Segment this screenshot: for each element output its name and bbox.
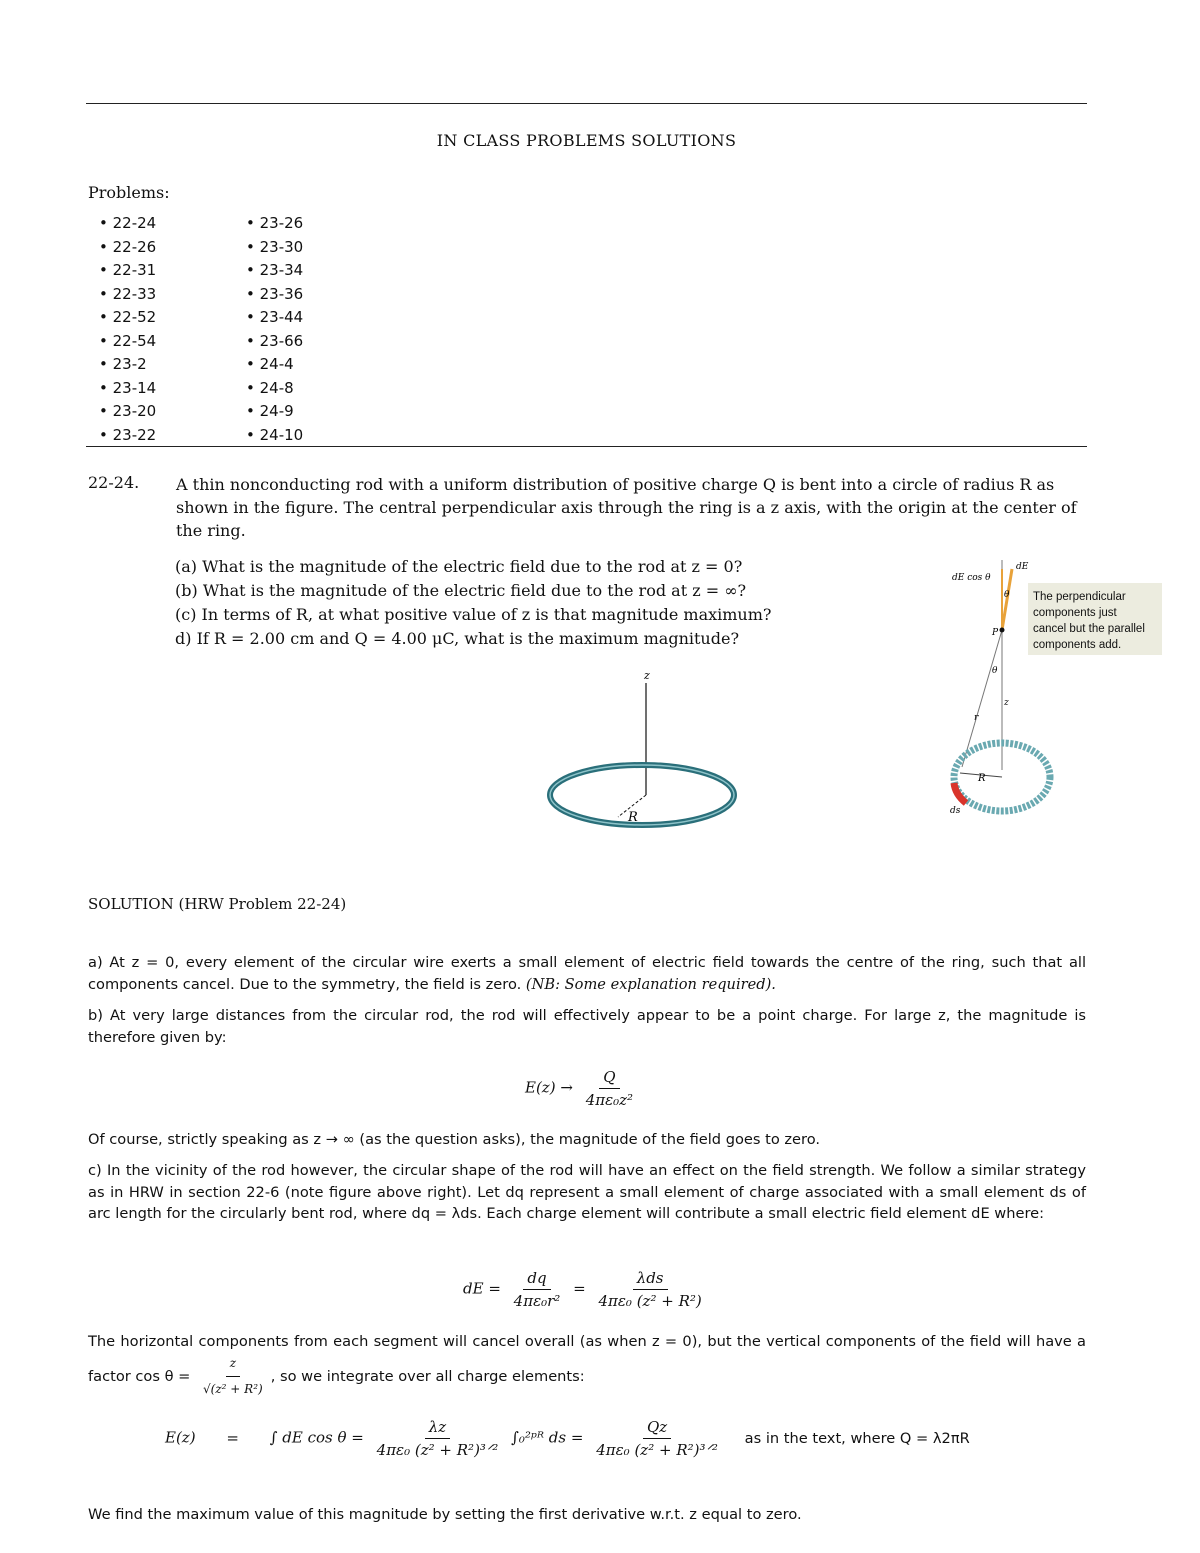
solution-part-a: a) At z = 0, every element of the circular wire exerts a small element of electric field towards the centre of the ring, such that all components cancel. Due to the symmetry, the field is zero. (NB: Some explanation required). <box>88 954 1086 993</box>
list-item: • 22-33 <box>99 284 157 303</box>
charged-ring-highlight <box>550 765 734 825</box>
r-label: r <box>974 713 979 723</box>
dE-label: dE <box>1016 562 1029 572</box>
solution-heading: SOLUTION (HRW Problem 22-24) <box>88 895 347 913</box>
problem-part-d: d) If R = 2.00 cm and Q = 4.00 μC, what is the maximum magnitude? <box>175 629 740 648</box>
svg-text:components just: components just <box>1033 607 1117 619</box>
problems-label: Problems: <box>88 183 170 202</box>
solution-note: (NB: Some explanation required). <box>525 975 776 993</box>
problems-list-left <box>99 212 156 447</box>
problem-part-a: (a) What is the magnitude of the electric field due to the rod at z = 0? <box>175 557 743 576</box>
problem-number: 22-24. <box>88 473 140 492</box>
problem-part-b: (b) What is the magnitude of the electric field due to the rod at z = ∞? <box>175 581 747 600</box>
radius-label: R <box>628 810 638 825</box>
list-item: • 24-9 <box>246 402 294 420</box>
svg-text:The perpendicular: The perpendicular <box>1033 591 1126 603</box>
z-axis-label: z <box>644 669 650 682</box>
section-rule <box>86 446 1087 447</box>
solution-final: We find the maximum value of this magnitude by setting the first derivative w.r.t. z equal to zero. <box>88 1506 802 1523</box>
list-item: • 23-22 <box>99 425 157 444</box>
ring-figure <box>540 665 750 845</box>
equation-E-integral: E(z) = ∫ dE cos θ = $\frac{\lambda z}{\text{4πε₀ (z² + R²)³ᐟ²}}$ ∫₀²ᵖᴿ ds = $\frac{Qz}{\text{4πε₀ (z² + R²)³ᐟ²}}$ as in the text, where Q = λ2πR <box>165 1418 970 1459</box>
dE-cos-label: dE cos θ <box>952 573 991 583</box>
solution-part-b: b) At very large distances from the circular rod, the rod will effectively appear to be a point charge. For large z, the magnitude is therefore given by: <box>88 1007 1086 1046</box>
ds-segment <box>954 783 966 803</box>
list-item: • 23-36 <box>246 284 304 303</box>
list-item: • 24-4 <box>246 355 294 373</box>
list-item: • 22-54 <box>99 331 157 350</box>
P-label: P <box>992 628 999 638</box>
solution-part-c: c) In the vicinity of the rod however, the circular shape of the rod will have an effect on the field strength. We follow a similar strategy as in HRW in section 22-6 (note figure above right). Let dq represent a small element of charge associated with a small element ds of arc length for the circularly bent rod, where dq = λds. Each charge element will contribute a small electric field element dE where: <box>88 1162 1086 1222</box>
problem-statement: A thin nonconducting rod with a uniform distribution of positive charge Q is bent into a circle of radius R as shown in the figure. The central perpendicular axis through the ring is a z axis, with the origin at the center of the ring. <box>176 475 1077 540</box>
R-label: R <box>978 773 986 784</box>
list-item: • 23-14 <box>99 378 157 397</box>
list-item: • 23-66 <box>246 331 304 350</box>
equation-dE: dE = $\frac{dq}{\text{4πε₀r²}}$ = $\frac{\text{λds}}{\text{4πε₀ (z² + R²)}}$ <box>463 1269 702 1310</box>
svg-text:cancel but the parallel: cancel but the parallel <box>1033 623 1145 635</box>
list-item: • 23-2 <box>99 355 147 373</box>
list-item: • 22-24 <box>99 214 157 232</box>
hrw-figure <box>940 555 1165 820</box>
problems-list-right <box>246 212 303 447</box>
list-item: • 23-26 <box>246 214 304 232</box>
solution-part-b-note: Of course, strictly speaking as z → ∞ (as the question asks), the magnitude of the field goes to zero. <box>88 1131 821 1148</box>
list-item: • 24-10 <box>246 425 304 444</box>
list-item: • 22-31 <box>99 261 157 279</box>
list-item: • 23-44 <box>246 308 304 326</box>
list-item: • 23-20 <box>99 402 157 420</box>
ds-label: ds <box>950 806 961 816</box>
svg-text:components add.: components add. <box>1033 639 1122 651</box>
theta-label-bottom: θ <box>992 666 998 676</box>
list-item: • 23-34 <box>246 261 304 279</box>
point-P <box>1000 628 1005 633</box>
page-title: IN CLASS PROBLEMS SOLUTIONS <box>436 131 737 150</box>
theta-label-top: θ <box>1004 590 1010 600</box>
top-rule <box>86 103 1087 104</box>
list-item: • 22-52 <box>99 308 157 326</box>
list-item: • 22-26 <box>99 237 157 256</box>
problem-part-c: (c) In terms of R, at what positive value of z is that magnitude maximum? <box>175 605 772 624</box>
problem-parts <box>175 555 771 651</box>
solution-part-d: The horizontal components from each segment will cancel overall (as when z = 0), but the vertical components of the field will have a factor cos θ = $\frac{z}{\text{√(z² + R²)}}$ , so we integrate over all charge elements: <box>88 1333 1086 1396</box>
equation-point-charge: E(z) → $\frac{Q}{\text{4πε₀z²}}$ <box>525 1068 634 1109</box>
list-item: • 24-8 <box>246 378 294 397</box>
list-item: • 23-30 <box>246 237 304 256</box>
z-label: z <box>1004 698 1009 708</box>
